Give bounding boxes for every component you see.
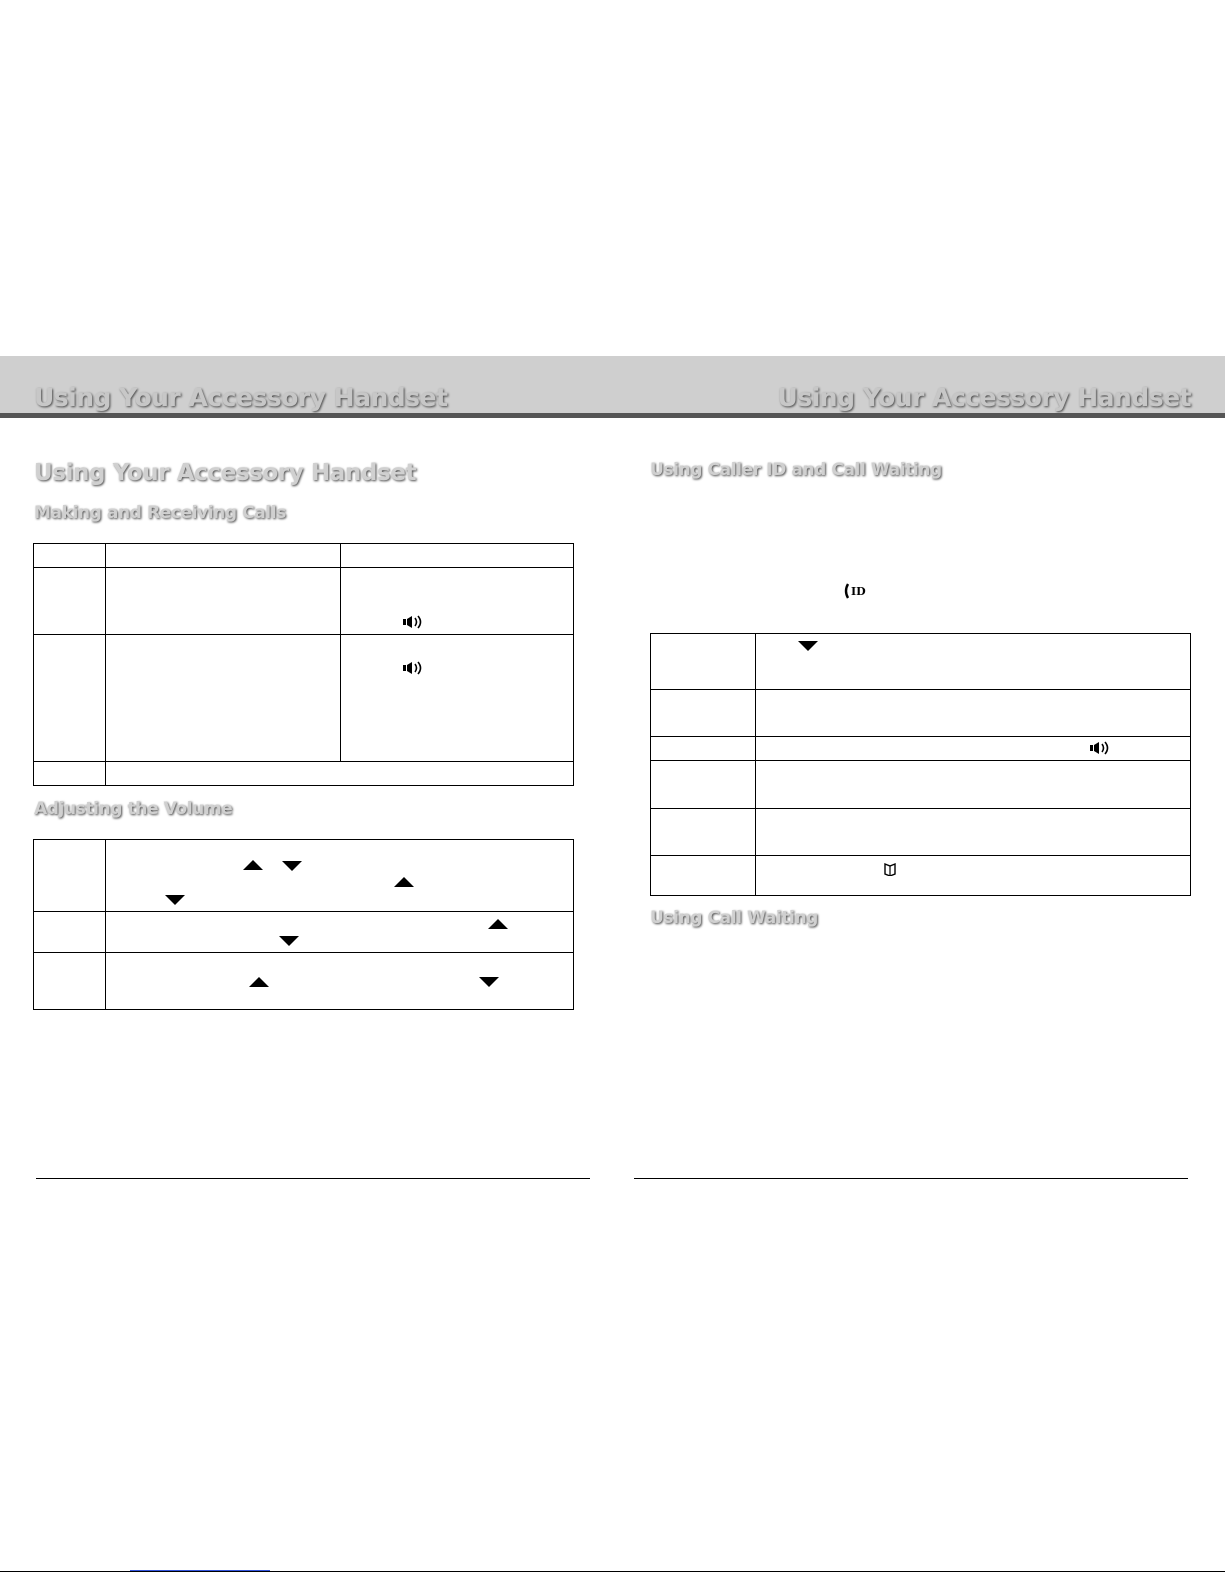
triangle-up-icon <box>243 860 263 870</box>
triangle-up-icon <box>488 919 508 929</box>
triangle-down-icon <box>798 641 818 651</box>
caller-id-heading: Using Caller ID and Call Waiting <box>650 460 942 480</box>
bottom-rule <box>0 1571 1225 1572</box>
left-footer-rule <box>36 1178 590 1179</box>
page-title: Using Your Accessory Handset <box>34 460 417 486</box>
triangle-down-icon <box>165 895 185 905</box>
triangle-down-icon <box>479 977 499 987</box>
triangle-down-icon <box>279 936 299 946</box>
phonebook-icon <box>884 862 896 876</box>
triangle-down-icon <box>282 861 302 871</box>
speaker-icon <box>402 615 426 629</box>
svg-text:ID: ID <box>851 585 866 598</box>
adjusting-volume-heading: Adjusting the Volume <box>34 799 233 819</box>
header-title-left: Using Your Accessory Handset <box>34 383 448 412</box>
speaker-icon <box>1089 741 1113 755</box>
speaker-icon <box>402 661 426 675</box>
call-waiting-heading: Using Call Waiting <box>650 908 818 928</box>
triangle-up-icon <box>394 877 414 887</box>
caller-id-icon <box>843 583 869 599</box>
header-title-right: Using Your Accessory Handset <box>777 383 1191 412</box>
right-footer-rule <box>634 1178 1188 1179</box>
making-receiving-calls-heading: Making and Receiving Calls <box>34 503 286 523</box>
triangle-up-icon <box>249 977 269 987</box>
